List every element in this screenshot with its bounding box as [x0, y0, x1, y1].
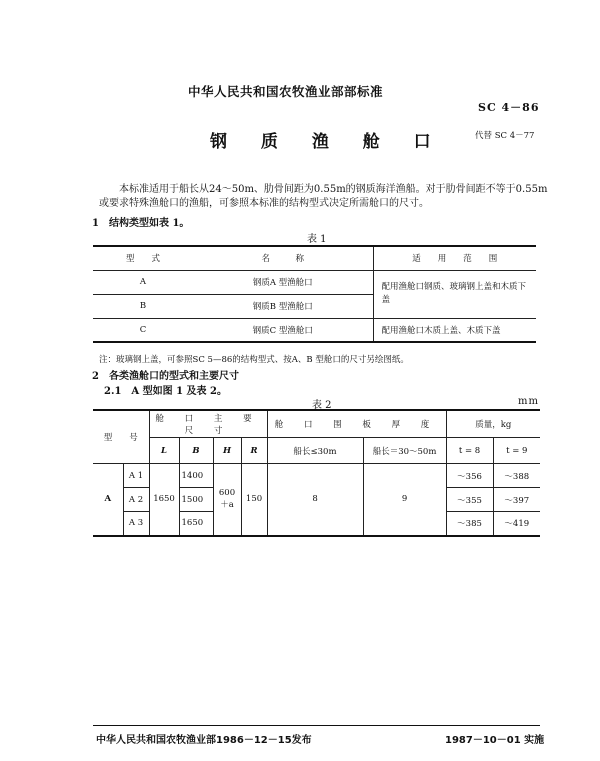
- table-2-header-R: R: [241, 438, 267, 464]
- table-2-H: 600＋a: [213, 464, 241, 536]
- table-1-header-type: 型 式: [93, 246, 193, 270]
- table-2-model: A 3: [123, 512, 149, 536]
- table-1-header-name: 名 称: [193, 246, 373, 270]
- table-1-cell: 配用渔舱口钢质、玻璃钢上盖和木质下盖: [373, 270, 536, 318]
- table-2-group: A: [93, 464, 123, 536]
- table-2-thickness-2: 9: [363, 464, 446, 536]
- footer-effective: 1987－10－01 实施: [445, 735, 545, 746]
- replaces-standard: 代替 SC 4－77: [475, 131, 535, 141]
- table-1-cell: 钢质A 型渔舱口: [193, 270, 373, 294]
- table-1: [93, 245, 536, 343]
- table-2-R: 150: [241, 464, 267, 536]
- table-2-header-length-2: 船长＝30～50m: [363, 438, 446, 464]
- table-1-cell: 钢质C 型渔舱口: [193, 318, 373, 342]
- table-2-B: 1400: [179, 464, 213, 488]
- footer-divider: [93, 725, 540, 726]
- page-title: 钢 质 渔 舱 口: [210, 132, 445, 152]
- table-2-header-main-dimensions: 舱 口 主 要 尺 寸: [149, 410, 267, 438]
- section-2-heading: [92, 367, 239, 382]
- table-2-mass-t9: ～388: [493, 464, 540, 488]
- section-2-1-text: 2.1 A 型如图 1 及表 2。: [104, 386, 227, 397]
- table-2-caption: 表 2: [312, 400, 332, 411]
- table-2-header-t8: t = 8: [446, 438, 493, 464]
- table-2-B: 1650: [179, 512, 213, 536]
- table-2: [93, 409, 540, 537]
- table-2-model: A 2: [123, 488, 149, 512]
- table-row: [93, 270, 536, 294]
- table-row: [93, 464, 540, 488]
- table-1-cell: 钢质B 型渔舱口: [193, 294, 373, 318]
- table-2-mass-t8: ～356: [446, 464, 493, 488]
- table-2-mass-t8: ～355: [446, 488, 493, 512]
- standard-organization: 中华人民共和国农牧渔业部部标准: [188, 84, 384, 99]
- table-2-header-board-thickness: 舱 口 围 板 厚 度: [267, 410, 446, 438]
- section-1-heading: [92, 214, 189, 229]
- table-2-header-t9: t = 9: [493, 438, 540, 464]
- table-row: [93, 438, 540, 464]
- section-2-1-heading: [104, 382, 227, 397]
- table-2-L: 1650: [149, 464, 179, 536]
- table-2-header-mass: 质量，kg: [446, 410, 540, 438]
- table-2-header-length-1: 船长≤30m: [267, 438, 363, 464]
- footer-issued: 中华人民共和国农牧渔业部1986－12－15发布: [96, 735, 312, 746]
- table-2-mass-t9: ～397: [493, 488, 540, 512]
- table-2-header-L: L: [149, 438, 179, 464]
- table-row: [93, 246, 536, 270]
- table-2-header-B: B: [179, 438, 213, 464]
- table-2-unit: mm: [518, 396, 539, 407]
- table-1-note: 注：玻璃钢上盖，可参照SC 5—86的结构型式、按A、B 型舱口的尺寸另绘图纸。: [99, 355, 409, 365]
- intro-paragraph: 本标准适用于船长从24～50m、肋骨间距为0.55m的钢质海洋渔船。对于肋骨间距不等于0.55m或要求特殊渔舱口的渔船，可参照本标准的结构型式决定所需舱口的尺寸。: [99, 184, 548, 209]
- table-1-header-scope: 适 用 范 围: [373, 246, 536, 270]
- section-1-text: 1 结构类型如表 1。: [92, 218, 190, 229]
- table-2-header-H: H: [213, 438, 241, 464]
- table-1-cell: C: [93, 318, 193, 342]
- table-2-mass-t8: ～385: [446, 512, 493, 536]
- table-row: [93, 318, 536, 342]
- table-1-cell: A: [93, 270, 193, 294]
- standard-code: SC 4－86: [478, 101, 540, 114]
- table-2-mass-t9: ～419: [493, 512, 540, 536]
- table-2-B: 1500: [179, 488, 213, 512]
- table-2-header-model: 型 号: [93, 410, 149, 464]
- table-row: [93, 410, 540, 438]
- table-1-cell: B: [93, 294, 193, 318]
- table-2-thickness-1: 8: [267, 464, 363, 536]
- section-2-text: 2 各类渔舱口的型式和主要尺寸: [92, 371, 239, 382]
- table-1-cell: 配用渔舱口木质上盖、木质下盖: [373, 318, 536, 342]
- table-2-model: A 1: [123, 464, 149, 488]
- table-1-caption: 表 1: [307, 234, 327, 245]
